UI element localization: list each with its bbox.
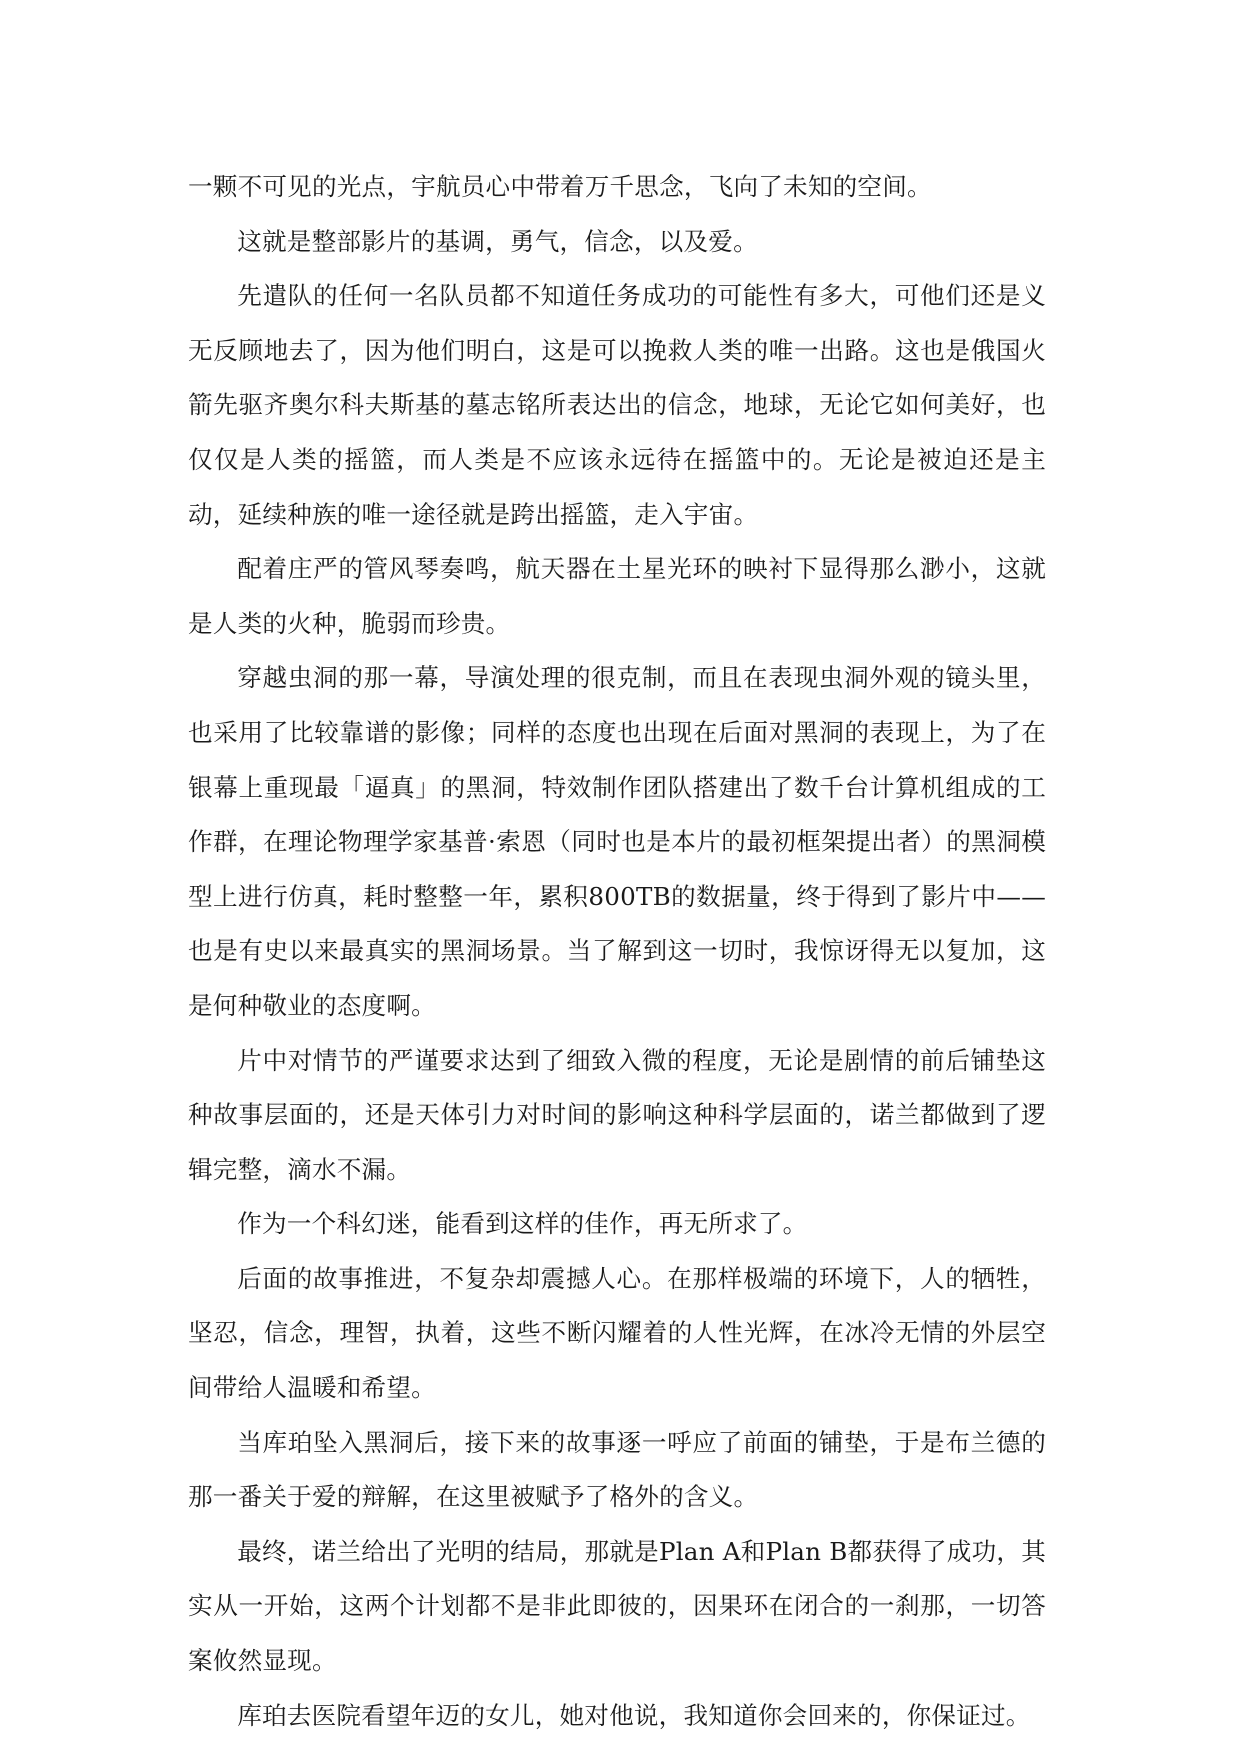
paragraph-11: 库珀去医院看望年迈的女儿，她对他说，我知道你会回来的，你保证过。 xyxy=(237,1700,1031,1730)
paragraph-7: 作为一个科幻迷，能看到这样的佳作，再无所求了。 xyxy=(237,1209,808,1239)
paragraph-8: 后面的故事推进，不复杂却震撼人心。在那样极端的环境下，人的牺牲，坚忍，信念，理智，执着，这些不断闪耀着的人性光辉，在冰冷无情的外层空间带给人温暖和希望。 xyxy=(188,1263,1046,1403)
paragraph-6: 片中对情节的严谨要求达到了细致入微的程度，无论是剧情的前后铺垫这种故事层面的，还是天体引力对时间的影响这种科学层面的，诺兰都做到了逻辑完整，滴水不漏。 xyxy=(188,1045,1046,1184)
paragraph-4: 配着庄严的管风琴奏鸣，航天器在土星光环的映衬下显得那么渺小，这就是人类的火种，脆弱而珍贵。 xyxy=(188,554,1046,638)
paragraph-9: 当库珀坠入黑洞后，接下来的故事逐一呼应了前面的铺垫，于是布兰德的那一番关于爱的辩解，在这里被赋予了格外的含义。 xyxy=(188,1427,1046,1512)
paragraph-2: 这就是整部影片的基调，勇气，信念，以及爱。 xyxy=(237,226,758,256)
paragraph-10: 最终，诺兰给出了光明的结局，那就是Plan A和Plan B都获得了成功，其实从一开始，这两个计划都不是非此即彼的，因果环在闭合的一刹那，一切答案攸然显现。 xyxy=(188,1536,1046,1676)
document-body xyxy=(188,160,1046,1743)
paragraph-3: 先遣队的任何一名队员都不知道任务成功的可能性有多大，可他们还是义无反顾地去了，因为他们明白，这是可以挽救人类的唯一出路。这也是俄国火箭先驱齐奥尔科夫斯基的墓志铭所表达出的信念，地球，无论它如何美好，也仅仅是人类的摇篮，而人类是不应该永远待在摇篮中的。无论是被迫还是主动，延续种族的唯一途径就是跨出摇篮，走入宇宙。 xyxy=(188,281,1046,529)
paragraph-5: 穿越虫洞的那一幕，导演处理的很克制，而且在表现虫洞外观的镜头里，也采用了比较靠谱的影像；同样的态度也出现在后面对黑洞的表现上，为了在银幕上重现最「逼真」的黑洞，特效制作团队搭建出了数千台计算机组成的工作群，在理论物理学家基普·索恩（同时也是本片的最初框架提出者）的黑洞模型上进行仿真，耗时整整一年，累积800TB的数据量，终于得到了影片中——也是有史以来最真实的黑洞场景。当了解到这一切时，我惊讶得无以复加，这是何种敬业的态度啊。 xyxy=(188,663,1046,1020)
paragraph-1: 一颗不可见的光点，宇航员心中带着万千思念，飞向了未知的空间。 xyxy=(188,172,932,201)
